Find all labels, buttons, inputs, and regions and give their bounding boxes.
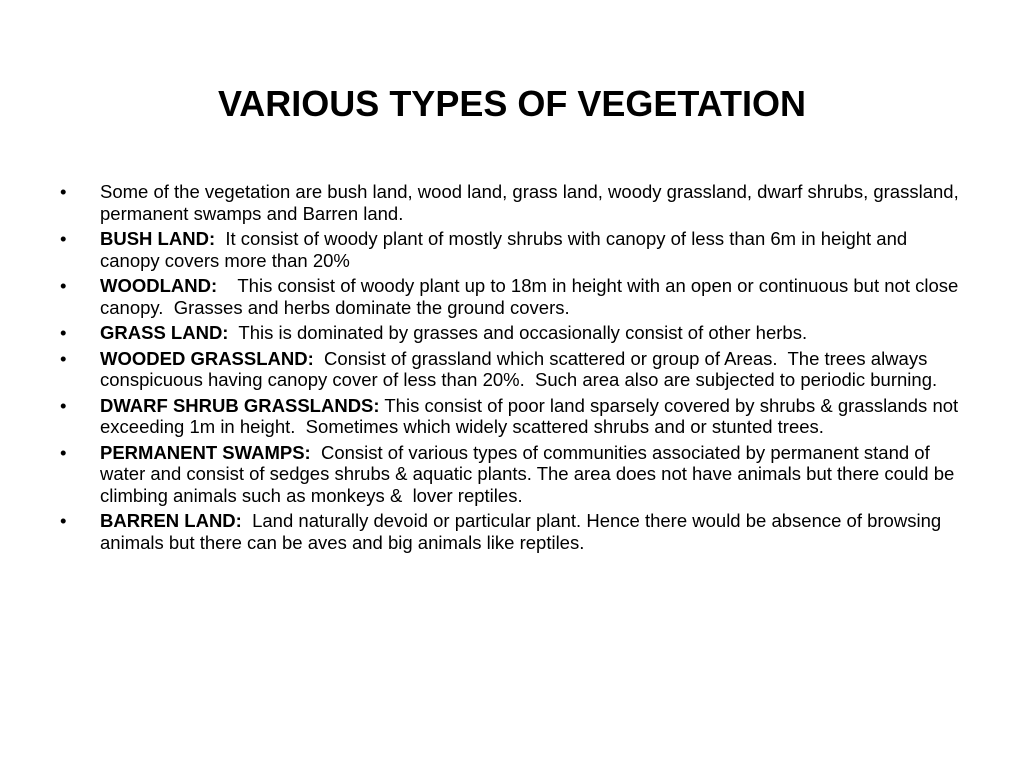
bullet-icon: • [60, 275, 67, 296]
bullet-term: WOODLAND: [100, 275, 218, 296]
bullet-term: PERMANENT SWAMPS: [100, 441, 311, 463]
bullet-text: Land naturally devoid or particular plant. Hence there would be absence of browsing animals but there can be aves and big animals like reptiles. [100, 510, 947, 553]
bullet-item [60, 442, 970, 507]
bullet-item [60, 228, 970, 271]
bullet-text: It consist of woody plant of mostly shrubs with canopy of less than 6m in height and canopy covers more than 20% [100, 228, 913, 271]
bullet-term: GRASS LAND: [100, 322, 229, 343]
bullet-item [60, 348, 970, 391]
bullet-term: WOODED GRASSLAND: [100, 347, 314, 369]
bullet-item [60, 322, 970, 344]
bullet-icon: • [60, 347, 67, 369]
bullet-icon: • [60, 394, 67, 416]
bullet-item [60, 510, 970, 553]
bullet-item [60, 275, 970, 318]
bullet-text: This is dominated by grasses and occasionally consist of other herbs. [228, 322, 808, 343]
bullet-text: Consist of various types of communities associated by permanent stand of water and consist of sedges shrubs & aquatic plants. The area does not have animals but there could be climbing animals such as monkeys & lover reptiles. [100, 441, 960, 506]
slide-title: VARIOUS TYPES OF VEGETATION [217, 83, 807, 124]
bullet-item [60, 181, 970, 224]
bullet-icon: • [60, 228, 67, 249]
bullet-term: BARREN LAND: [100, 510, 242, 531]
bullet-text: Some of the vegetation are bush land, wood land, grass land, woody grassland, dwarf shrubs, grassland, permanent swamps and Barren land. [100, 181, 959, 224]
bullet-icon: • [60, 510, 67, 531]
bullet-term: BUSH LAND: [100, 228, 216, 249]
bullet-icon: • [60, 181, 67, 202]
bullet-icon: • [60, 322, 67, 343]
bullet-text: This consist of woody plant up to 18m in height with an open or continuous but not close canopy. Grasses and herbs dominate the ground covers. [100, 275, 964, 318]
bullet-text: Consist of grassland which scattered or group of Areas. The trees always conspicuous having canopy cover of less than 20%. Such area also are subjected to periodic burning. [100, 347, 938, 390]
bullet-list [60, 181, 970, 557]
bullet-icon: • [60, 441, 67, 463]
bullet-term: DWARF SHRUB GRASSLANDS: [100, 394, 380, 416]
bullet-item [60, 395, 970, 438]
bullet-text: This consist of poor land sparsely covered by shrubs & grasslands not exceeding 1m in height. Sometimes which widely scattered shrubs and or stunted trees. [100, 394, 964, 437]
